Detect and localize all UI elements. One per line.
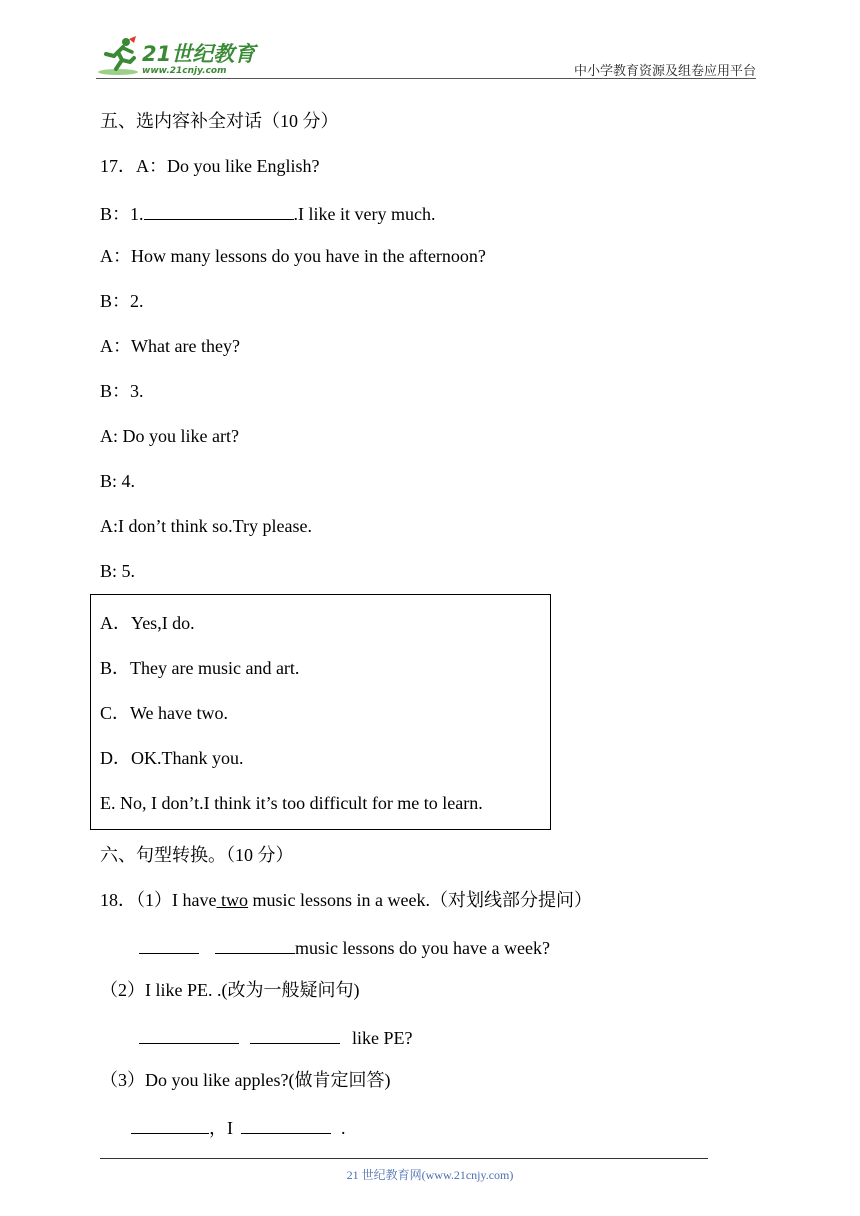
dialog-line-3: A：How many lessons do you have in the afternoon? bbox=[100, 246, 486, 266]
logo-url: www.21cnjy.com bbox=[142, 66, 227, 76]
question-text: music lessons in a week.（对划线部分提问） bbox=[247, 890, 592, 910]
dialog-text: .I like it very much. bbox=[293, 204, 436, 224]
answer-blank[interactable] bbox=[139, 936, 199, 954]
option-a: A．Yes,I do. bbox=[100, 613, 195, 633]
dialog-line-2 bbox=[100, 202, 435, 223]
question-number-17: 17． bbox=[100, 156, 136, 176]
answer-line-2 bbox=[139, 1026, 413, 1047]
question-number-18: 18． bbox=[100, 890, 136, 910]
option-e: E. No, I don’t.I think it’s too difficult for me to learn. bbox=[100, 793, 483, 813]
header-divider bbox=[96, 78, 756, 79]
dialog-line-6: B：3. bbox=[100, 381, 144, 401]
dialog-line-9: A:I don’t think so.Try please. bbox=[100, 516, 313, 536]
answer-text: . bbox=[341, 1118, 346, 1138]
runner-logo-icon bbox=[96, 36, 140, 76]
answer-line-1 bbox=[139, 936, 550, 957]
dialog-line-5: A：What are they? bbox=[100, 336, 240, 356]
question-text: （1）I have bbox=[136, 890, 217, 910]
header-platform-text: 中小学教育资源及组卷应用平台 bbox=[573, 64, 756, 79]
section-title-5: 五、选内容补全对话（10 分） bbox=[100, 111, 339, 131]
logo bbox=[96, 34, 255, 76]
dialog-line-4: B：2. bbox=[100, 291, 144, 311]
question-18-part-3: （3）Do you like apples?(做肯定回答) bbox=[100, 1070, 391, 1090]
question-18-part-1 bbox=[100, 891, 592, 909]
dialog-line-8: B: 4. bbox=[100, 471, 136, 491]
dialog-line-10: B: 5. bbox=[100, 561, 136, 581]
answer-text: like PE? bbox=[352, 1028, 413, 1048]
answer-blank[interactable] bbox=[215, 936, 295, 954]
answer-blank[interactable] bbox=[250, 1026, 340, 1044]
logo-title: 21世纪教育 bbox=[142, 42, 256, 66]
answer-blank[interactable] bbox=[131, 1116, 209, 1134]
dialog-line-1 bbox=[100, 157, 319, 175]
question-18-part-2: （2）I like PE. .(改为一般疑问句) bbox=[100, 980, 360, 1000]
underlined-word: two bbox=[216, 890, 248, 910]
dialog-line-7: A: Do you like art? bbox=[100, 426, 239, 446]
dialog-text: A：Do you like English? bbox=[136, 156, 320, 176]
answer-blank[interactable] bbox=[139, 1026, 239, 1044]
answer-text: music lessons do you have a week? bbox=[295, 938, 550, 958]
answer-blank[interactable] bbox=[241, 1116, 331, 1134]
footer-divider bbox=[100, 1158, 708, 1159]
footer-text: 21 世纪教育网(www.21cnjy.com) bbox=[346, 1168, 514, 1182]
answer-blank[interactable] bbox=[144, 202, 294, 220]
section-title-6: 六、句型转换。（10 分） bbox=[100, 845, 294, 865]
option-b: B．They are music and art. bbox=[100, 658, 300, 678]
answer-text: ，I bbox=[209, 1118, 233, 1138]
answer-line-3 bbox=[131, 1116, 346, 1137]
option-c: C．We have two. bbox=[100, 703, 229, 723]
option-d: D．OK.Thank you. bbox=[100, 748, 244, 768]
page-header bbox=[96, 34, 756, 80]
dialog-text: B：1. bbox=[100, 204, 144, 224]
